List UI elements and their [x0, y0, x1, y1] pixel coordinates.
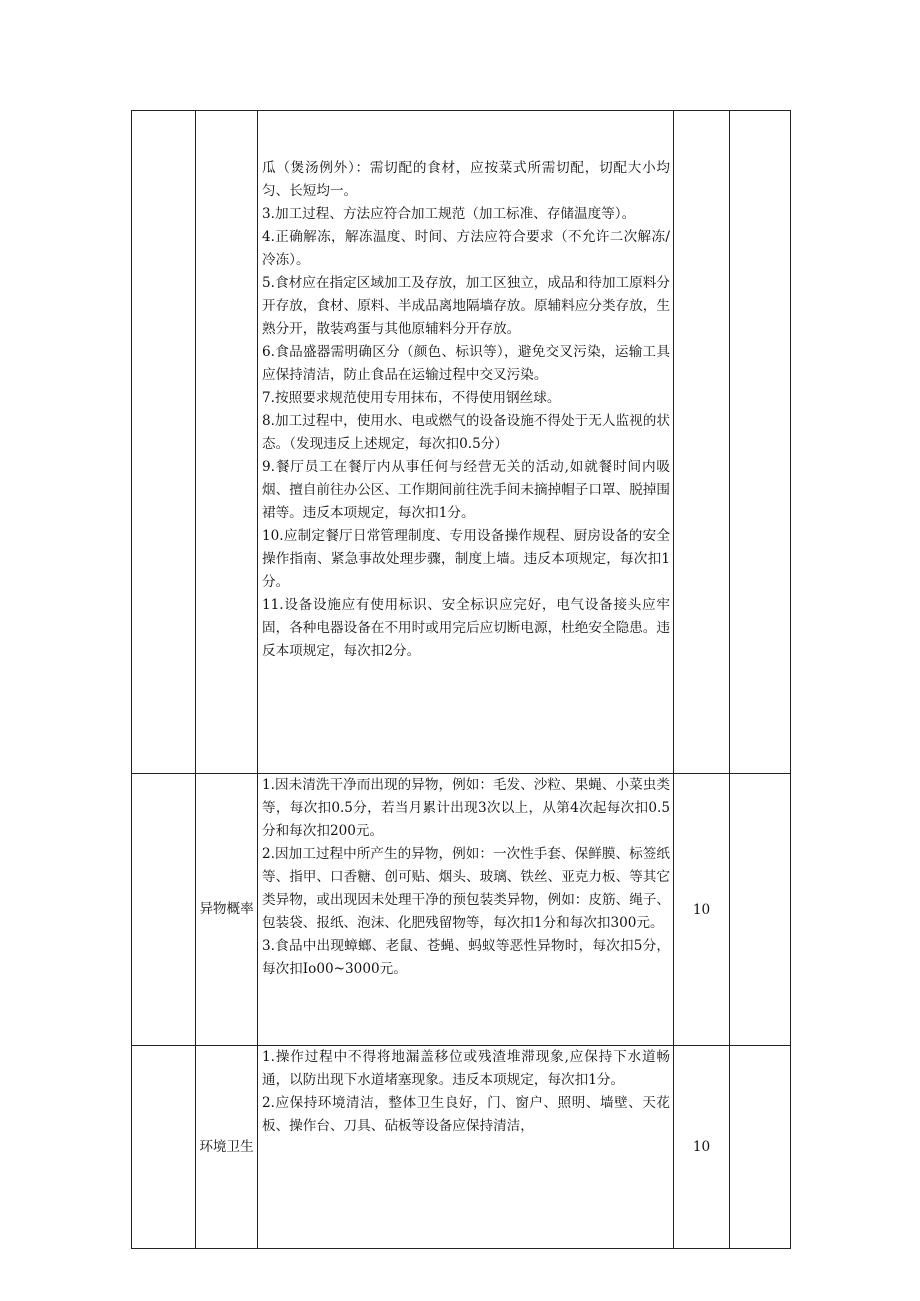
- score-value: 10: [674, 1046, 730, 1249]
- score-value: 10: [674, 774, 730, 1046]
- remark-cell: [730, 774, 791, 1046]
- remark-cell: [730, 111, 791, 774]
- category-cell: [132, 111, 196, 774]
- item-label-environment-hygiene: 环境卫生: [196, 1046, 258, 1249]
- remark-cell: [730, 1046, 791, 1249]
- table-row: [132, 1046, 791, 1249]
- criteria-line: 1.因未清洗干净而出现的异物，例如：毛发、沙粒、果蝇、小菜虫类等，每次扣0.5分，若当月累计出现3次以上，从第4次起每次扣0.5分和每次扣200元。: [262, 777, 670, 839]
- criteria-line: 2.应保持环境清洁，整体卫生良好，门、窗户、照明、墙壁、天花板、操作台、刀具、砧板等设备应保持清洁，: [262, 1095, 670, 1134]
- criteria-line: 2.因加工过程中所产生的异物，例如：一次性手套、保鲜膜、标签纸等、指甲、口香糖、创可贴、烟头、玻璃、铁丝、亚克力板、等其它类异物，或出现因未处理干净的预包装类异物，例如：皮筋、绳子、包装袋、报纸、泡沫、化肥残留物等，每次扣1分和每次扣300元。: [262, 846, 670, 931]
- criteria-cell: [258, 1046, 674, 1249]
- criteria-line: 9.餐厅员工在餐厅内从事任何与经营无关的活动,如就餐时间内吸烟、擅自前往办公区、工作期间前往洗手间未摘掉帽子口罩、脱掉围裙等。违反本项规定，每次扣1分。: [262, 459, 670, 521]
- item-label-cell: [196, 111, 258, 774]
- category-cell: [132, 774, 196, 1046]
- item-label-foreign-matter: 异物概率: [196, 774, 258, 1046]
- criteria-line: 瓜（煲汤例外）：需切配的食材，应按菜式所需切配，切配大小均匀、长短均一。: [262, 160, 670, 199]
- criteria-line: 10.应制定餐厅日常管理制度、专用设备操作规程、厨房设备的安全操作指南、紧急事故处理步骤，制度上墙。违反本项规定，每次扣1分。: [262, 528, 670, 590]
- standards-table: [131, 110, 791, 1249]
- criteria-line: 11.设备设施应有使用标识、安全标识应完好，电气设备接头应牢固，各种电器设备在不用时或用完后应切断电源，杜绝安全隐患。违反本项规定，每次扣2分。: [262, 597, 670, 659]
- criteria-line: 8.加工过程中，使用水、电或燃气的设备设施不得处于无人监视的状态。（发现违反上述规定，每次扣0.5分）: [262, 413, 670, 452]
- score-cell: [674, 111, 730, 774]
- criteria-line: 1.操作过程中不得将地漏盖移位或残渣堆滞现象,应保持下水道畅通，以防出现下水道堵塞现象。违反本项规定，每次扣1分。: [262, 1049, 670, 1088]
- table-row: [132, 111, 791, 774]
- table-row: [132, 774, 791, 1046]
- criteria-line: 7.按照要求规范使用专用抹布，不得使用钢丝球。: [262, 390, 561, 406]
- criteria-cell: [258, 111, 674, 774]
- criteria-line: 3.食品中出现蟑螂、老鼠、苍蝇、蚂蚁等恶性异物时，每次扣5分，每次扣Io00~3000元。: [262, 938, 670, 977]
- category-cell: [132, 1046, 196, 1249]
- criteria-line: 5.食材应在指定区域加工及存放，加工区独立，成品和待加工原料分开存放，食材、原料、半成品离地隔墙存放。原辅料应分类存放，生熟分开，散装鸡蛋与其他原辅料分开存放。: [262, 275, 670, 337]
- criteria-cell: [258, 774, 674, 1046]
- criteria-line: 6.食品盛器需明确区分（颜色、标识等），避免交叉污染，运输工具应保持清洁，防止食品在运输过程中交叉污染。: [262, 344, 670, 383]
- criteria-line: 3.加工过程、方法应符合加工规范（加工标准、存储温度等）。: [262, 206, 636, 222]
- criteria-line: 4.正确解冻，解冻温度、时间、方法应符合要求（不允许二次解冻/冷冻）。: [262, 229, 670, 268]
